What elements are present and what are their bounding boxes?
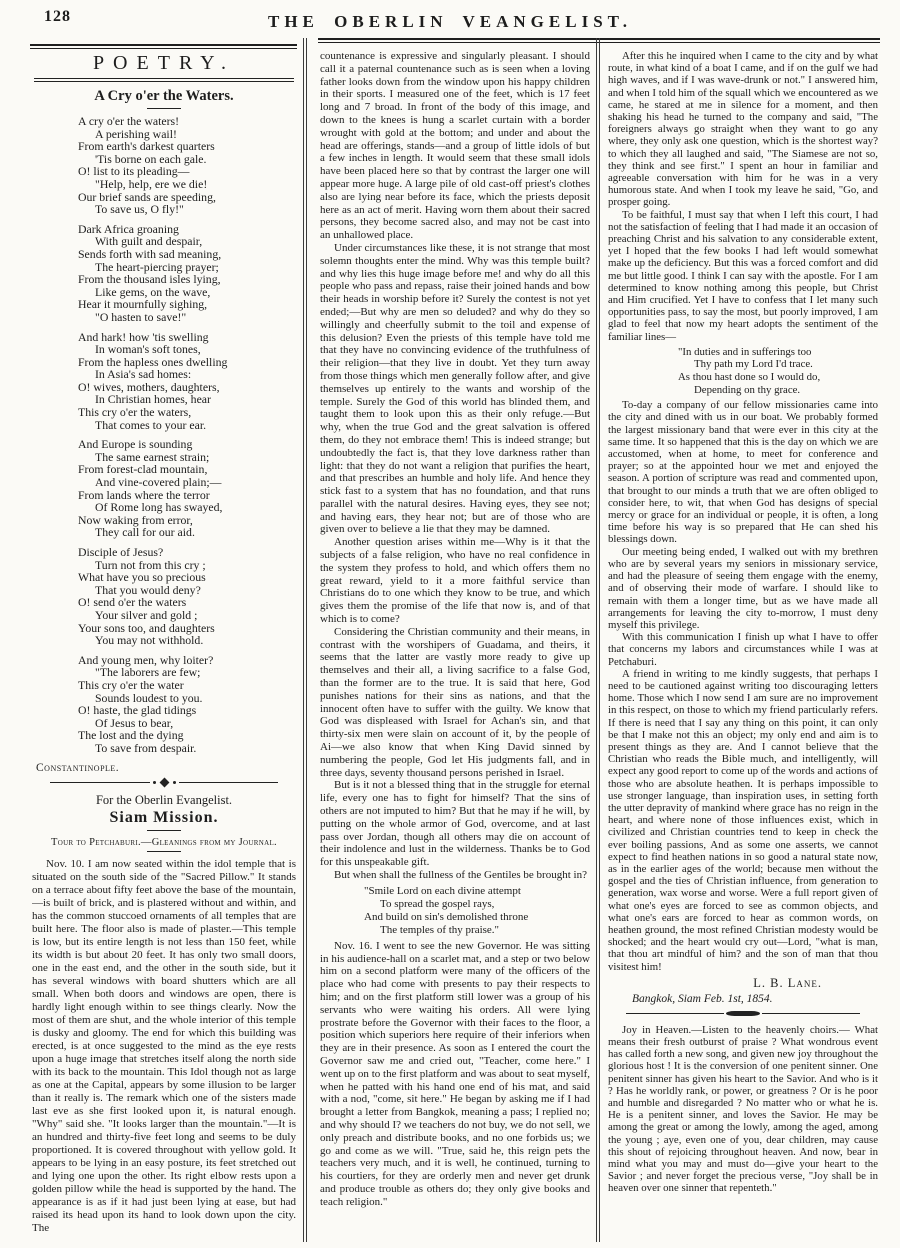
poem-line: Sounds loudest to you. [95, 690, 203, 705]
column-divider [303, 38, 307, 1242]
poem-line: To save us, O fly!" [95, 202, 184, 217]
poem-line: From the thousand isles lying, [78, 272, 221, 287]
poem-line: You may not withhold. [95, 633, 204, 648]
paragraph: To be faithful, I must say that when I left this court, I had not the satisfaction of feeling that I had made it an occasion of preaching Christ and his salvation to any considerable extent, yet I hoped that the few books I had left would somewhat make up the deficiency. But this was a forced comfort and did me but little good. I think I can say with the apostle. For I am determined to know nothing among this people, but Christ and Him crucified. Yet I have to confess that I let many such opportunities pass, to say the most, but poorly improved, I am glad to feel that now my heart adopts the sentiment of the familiar lines— [608, 208, 878, 343]
ornament-line [179, 782, 279, 783]
hymn-line: "Smile Lord on each divine attempt [364, 884, 521, 897]
poem-line: That you would deny? [95, 582, 201, 597]
header-rule-left [30, 44, 297, 49]
hymn-line: Thy path my Lord I'd trace. [694, 358, 813, 371]
poem-line: O! list to its pleading— [78, 164, 190, 179]
paragraph: After this he inquired when I came to the city and by what route, in what kind of a boat I came, and if on the gulf we had high waves, and if I was wave-drunk or not." I answered him, and when I told him of the squall which we encountered as we came, he stared at me in silence for a moment, and then shaking his head he turned to the company and said, "The foreigners always go straight when they want to go any where, they only ask one question, which is the shortest way? to which they all laughed and said, "The Siamese are not so, they think and see first." I spent an hour in familiar and agreeable conversation with him for he was in a very humorous state. And when I took my leave he said, "Go, and prosper going. [608, 50, 878, 209]
poem-line: To save from despair. [95, 740, 197, 755]
ornament-line [50, 782, 150, 783]
column-right [608, 50, 878, 1246]
section-rule [34, 78, 294, 82]
article-body [608, 399, 878, 973]
poem-line: O! send o'er the waters [78, 595, 187, 610]
paragraph: But is it not a blessed thing that in the struggle for eternal life, every one has to fight for himself? That the sins of others are not imputed to him? But that he may if he will, by putting on the whole armor of God, overcome, and at last pass over Jordan, though all others may die on account of their indolence and lust in the wilderness. Thanks be to God for this unspeakable gift. [320, 779, 590, 869]
poem-line: From forest-clad mountain, [78, 462, 208, 477]
poem-line: Dark Africa groaning [78, 221, 179, 236]
poem-line: Your silver and gold ; [95, 607, 198, 622]
article-body [32, 858, 296, 1235]
column-left [32, 50, 296, 1242]
poem-line: Our brief sands are speeding, [78, 189, 216, 204]
hymn-line: The temples of thy praise." [380, 923, 500, 936]
poem-line: This cry o'er the waters, [78, 405, 192, 420]
poem-line: "The laborers are few; [95, 665, 201, 680]
poem-line: From the hapless ones dwelling [78, 354, 228, 369]
hymn-line: And build on sin's demolished throne [364, 910, 529, 923]
paragraph: Another question arises within me—Why is it that the subjects of a false religion, who have no real confidence in the system they profess to hold, and which offers them no great reward, yield to it a more faithful service than Christians do to one which they know to be true, and which gives them the promise of the life that now is, and of that which is to come? [320, 536, 590, 626]
hymn-quote [678, 346, 878, 396]
poem-title: A Cry o'er the Waters. [94, 88, 234, 104]
hymn-line: Depending on thy grace. [694, 383, 801, 396]
poem-line: And vine-covered plain;— [95, 475, 222, 490]
mini-rule [147, 830, 181, 831]
poem-line: A perishing wail! [95, 126, 177, 141]
ornament-dot [153, 781, 156, 784]
poem-line: Now waking from error, [78, 512, 193, 527]
poem-line: "O hasten to save!" [95, 309, 187, 324]
paragraph: Under circumstances like these, it is not strange that most solemn thoughts enter the mind. Why was this temple built? and why lies this huge image before me! and why do all this people who pass and repass, raise their joined hands and bow their heads in worship before it? Surely the contest is not yet ended;—But why are men so deluded? and why do they so willingly and cheerfully submit to the toil and expense of this delusion? Even the priests of this temple have told me that they have no convincing evidence of the truthfulness of their religion—that they live in doubt. Yet they turn away from those things which men generally follow after, and give themselves up entirely to the wants and worship of the temple. Surely the God of this world has blinded them, and taught them to look upon this as their only refuge.—But why, when the true God and the great salvation is offered them, do they not embrace them! This is indeed strange; but undoubtedly the fact is, that they love darkness rather than light: that they do not want a religion that purifies the heart, and that prescribes an humble and holy life. And hence they stick fast to a system that has no foundation, and that runs parallel with the natural desires. Having eyes, they see not; and having ears, they hear not; but are of those who are given over to believe a lie that they may be damned. [320, 241, 590, 536]
ornament-line [626, 1013, 724, 1014]
poem-line: And hark! how 'tis swelling [78, 329, 209, 344]
hymn-line: As thou hast done so I would do, [678, 371, 821, 384]
poem-line: The heart-piercing prayer; [95, 259, 219, 274]
divider-ornament [50, 778, 278, 788]
paragraph: With this communication I finish up what I have to offer that concerns my labors and circumstances while I was at Petchaburi. [608, 631, 878, 668]
ornament-dot [173, 781, 176, 784]
poem-stanza [78, 438, 296, 539]
poem-line: Turn not from this cry ; [95, 557, 206, 572]
poem-stanza [78, 654, 296, 755]
article-body [320, 940, 590, 1209]
hymn-line: "In duties and in sufferings too [678, 345, 812, 358]
poem-line: O! haste, the glad tidings [78, 703, 197, 718]
poem-stanza [78, 546, 296, 647]
poem-line: Of Rome long has swayed, [95, 500, 223, 515]
article-title: Siam Mission. [109, 808, 219, 826]
author-signature: L. B. Lane. [753, 975, 822, 990]
poem-line: This cry o'er the water [78, 677, 184, 692]
poem-line: O! wives, mothers, daughters, [78, 379, 220, 394]
poem-stanza [78, 115, 296, 216]
poem-line: "Help, help, ere we die! [95, 176, 208, 191]
poem-line: In woman's soft tones, [95, 342, 201, 357]
paragraph: But when shall the fullness of the Gentiles be brought in? [334, 869, 587, 881]
article-body [608, 50, 878, 343]
poem-line: The same earnest strain; [95, 449, 210, 464]
poem-line: And Europe is sounding [78, 437, 193, 452]
article-body [320, 50, 590, 882]
masthead-title: THE OBERLIN VEANGELIST. [268, 12, 632, 31]
poem-line: What have you so precious [78, 570, 206, 585]
poem-line: Sends forth with sad meaning, [78, 246, 222, 261]
poem-line: Hear it mournfully sighing, [78, 297, 208, 312]
poem-line: That comes to your ear. [95, 417, 207, 432]
dateline: Bangkok, Siam Feb. 1st, 1854. [632, 992, 773, 1005]
column-middle [320, 50, 590, 1242]
article-body [608, 1024, 878, 1195]
poem-line: Like gems, on the wave, [95, 284, 211, 299]
poem-line: Of Jesus to bear, [95, 715, 174, 730]
mini-rule [147, 108, 181, 109]
poem-line: In Asia's sad homes: [95, 367, 192, 382]
ornament-blade [726, 1011, 760, 1016]
divider-ornament [626, 1009, 860, 1019]
paragraph: To-day a company of our fellow missionaries came into the city and dined with us in our boat. We probably formed the largest missionary band that were ever in this city at the same time. It so happened that this is the day on which we are accustomed, when at home, to meet for conference and prayer; so at the appointed hour we met and enjoyed the season. A portion of scripture was read and commented upon, that brought to our minds a truth that we are often obliged to consider here, to wit, that when God has designs of special mercy or grace for an individual or people, it is often, a long time before his way is so prepared that He can shed his blessings down. [608, 399, 878, 546]
poem-line: In Christian homes, hear [95, 392, 211, 407]
page-number: 128 [44, 8, 71, 25]
poem-line: From earth's darkest quarters [78, 139, 215, 154]
paragraph: Joy in Heaven.—Listen to the heavenly choirs.— What means their fresh outburst of praise ? What wondrous event has called forth a new song, and given new joy throughout the glorious host ! It is the conversion of one penitent sinner. One penitent sinner has given his heart to the Savior. And who is it ? Has he worldly rank, or power, or greatness ? Or is he poor and humble and disregarded ? No matter who or what he is. He is a penitent sinner, and loves the Savior. He may be among the great or among the lowly, among the aged, among the young ; aye, even one of you, dear children, may cause this shout of rejoicing throughout heaven. And now, bear in mind what you may and must do—give your heart to the Savior ; and never forget the precious verse, "Joy shall be in heaven over one sinner that repenteth." [608, 1023, 878, 1195]
paragraph: Considering the Christian community and their means, in contrast with the worshipers of Guadama, and theirs, it seems that the latter are vastly more ready to give up themselves and their all, a living sacrifice to a false God, than the former are to the true. It is said that here, God punishes nations for their sins as nations, and that the innocent often have to suffer with the guilty. We know that God was displeased with Israel for Achan's sin, and that thirty-six men were slain on account of it, by the people of Ai—we also know that when King David sinned by numbering the people, God let His judgments fall, and in three days, seventy thousand persons perished in Israel. [320, 625, 590, 779]
poem-line: A cry o'er the waters! [78, 114, 180, 128]
poem-line: Disciple of Jesus? [78, 545, 164, 559]
article-subtitle: Tour to Petchaburi.—Gleanings from my Journal. [51, 836, 277, 848]
poetry-section-title: POETRY. [92, 52, 236, 74]
poem-line: The lost and the dying [78, 728, 184, 743]
poem-line: With guilt and despair, [95, 234, 203, 249]
poem-line: 'Tis borne on each gale. [95, 151, 207, 166]
mini-rule [147, 851, 181, 852]
poem-stanza [78, 331, 296, 432]
paragraph: countenance is expressive and singularly pleasant. I should call it a paternal countenance such as is seen when a loving father looks down from the window upon his happy children in their sports. I measured one of the feet, which is 17 feet long and 7 broad. In front of the body of this image, and down to the knees is hung a scarlet curtain with a border wrought with gold at the bottom; and under and about the head are offerings, stands—and a group of little idols of but a few inches in length. It would seem that these small idols have been placed here so that by contrast the larger one will appear more huge. A large pile of old cast-off priest's clothes also are lying near before its face, which the priests deposit here as an act of merit. Having worn them about their sacred persons, they become sacred also, and may not be cast into an unhallowed place. [320, 50, 590, 242]
poem-signature: Constantinople. [36, 761, 120, 774]
hymn-line: To spread the gospel rays, [380, 897, 495, 910]
paragraph: Nov. 16. I went to see the new Governor. He was sitting in his audience-hall on a scarlet mat, and a step or two below him on a second platform were many of the officers of the place who had come with presents to pay their respects to him; and on the first platform still lower was a group of his servants who were waiting his orders. All were lying prostrate before the Governor with their faces to the floor, a position which superiors here require of their inferiors when they are in their presence. As soon as I entered the court the Governor saw me and cried out, "Teacher, come here." I went up on to the first platform and was about to seat myself, when he patted with his hand one end of his mat, and said with a nod, "come, sit here." He began by asking me if I had brought a letter from Bangkok, meaning a pass; I replied no; and why should I? we teachers do not buy, we do not sell, we only preach and distribute books, and no one forbids us; we go and come as we will. "True, said he, this reign pets the teachers very much, and it is well, he continued, turning to his courtiers, for they are orderly men and never get drunk and produce trouble as others do; they only give books and teach religion." [320, 939, 590, 1208]
paragraph: A friend in writing to me kindly suggests, that perhaps I need to be cautioned against writing too discouraging letters home. Those which I now send I am sure are no improvement in this respect, on those to which my friend particularly refers. If there is need that I say any thing on this point, it can only be that I make not this an object; my only end and aim is to present things as they are. And I cannot believe that the Christian who reads the Bible much, and intelligently, will expect any good report to come up of the words and actions of those who are absolute heathen. It is perhaps impossible to use stronger language, than inspiration uses, in setting forth the utter depravity of mankind where grace has no reign in the heart, and where none of those influences exist, which in civilized and Christian countries tend to keep in check the ever boiling passions, And as some one asserts, we cannot expect to find heathen nations in so good a natural state now, as in the earlier ages of the world; because men without the gospel and the ties of Christian influence, from generation to generation, wax worse and worse. Were a full report given of what one's eyes are forced to see as common objects, and what one's ears are forced to hear as common words, on heathen ground, the most refined Christian modesty would be shocked; and the heart would cry out—Lord, "what is man, that thou art mindful of him? and the son of man that thou visitest him! [608, 667, 878, 973]
poem [78, 115, 296, 755]
ornament-diamond [159, 778, 169, 788]
poem-stanza [78, 223, 296, 324]
poem-line: From lands where the terror [78, 487, 210, 502]
article-attribution: For the Oberlin Evangelist. [95, 792, 233, 807]
poem-line: And young men, why loiter? [78, 652, 214, 667]
paragraph: Nov. 10. I am now seated within the idol temple that is situated on the south side of the "Sacred Pillow." It stands on a terrace about fifty feet above the base of the mountain,—is built of brick, and is plastered without and within, and has the common stuccoed ornaments of all temples that are built here. The floor also is made of plaster.—This temple is low, but its entire length is not less than 150 feet, while its width is but about 20 feet. It has only two small doors, one in the east end, and the other in the south side, but it has several windows with board shutters which are all small. When both doors and windows are open, there is hardly light enough within to see things clearly. Now the most of them are shut, and the whole interior of this temple is dusky and gloomy. The end for which this building was erected, is at once suggested to the mind as the eye rests upon a huge image that stretches itself along the north side with its back to the mountain. This Idol though not as large as one at the Capital, appears by some illusion to be larger than it really is. The remark which one of the sisters made last eve as she first looked upon it, is natural enough. "Why" said she. "It looks larger than the mountain."—It is an hundred and thirty-five feet long and seems to be duly proportioned. It is covered throughout with yellow gold. It appears to be lying in an easy posture, its feet stretched out and lying one upon the other. Its right elbow rests upon a golden pillow while the head is supported by the hand. The appearance is as if it had just been lying at ease, but had raised its head upon its hand to look down upon the city. The [32, 857, 296, 1234]
poem-line: Your sons too, and daughters [78, 620, 215, 635]
paragraph: Our meeting being ended, I walked out with my brethren who are by several years my seniors in missionary service, and had the pleasure of seeing them engage with the enemy, and of observing their mode of warfare. I should like to remain with them a longer time, but as we have made all arrangements for leaving the city to-morrow, I must deny myself this privilege. [608, 545, 878, 631]
ornament-line [762, 1013, 860, 1014]
hymn-quote [364, 885, 590, 937]
column-divider [596, 38, 600, 1242]
poem-line: They call for our aid. [95, 525, 195, 540]
